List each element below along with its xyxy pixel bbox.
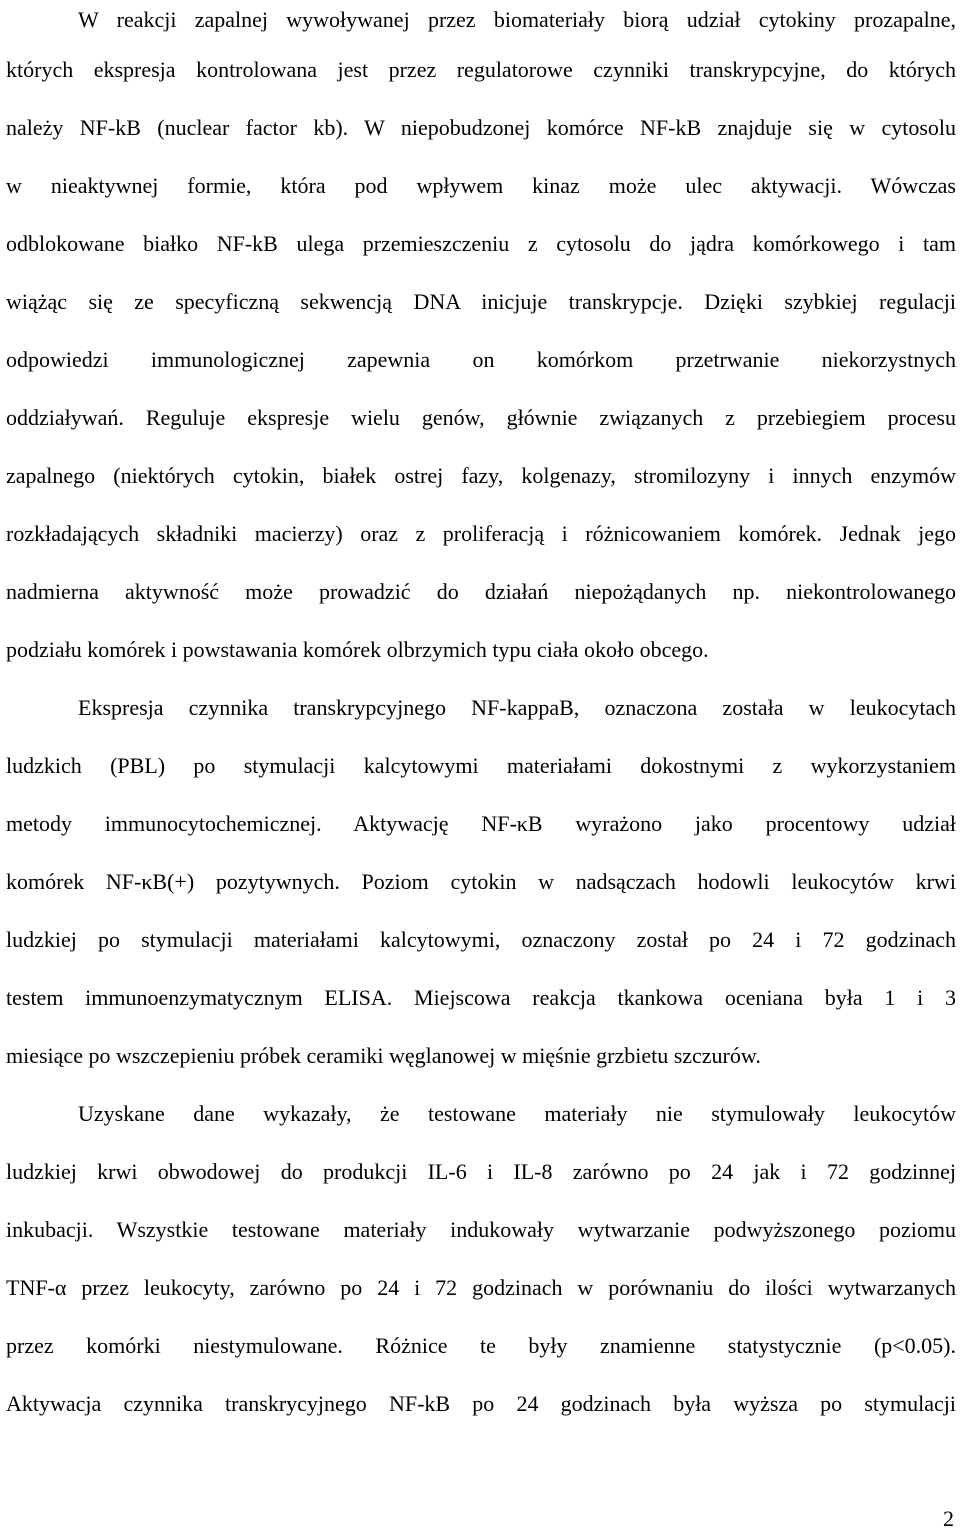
paragraph-3-line-5: przez komórki niestymulowane. Różnice te były znamienne statystycznie (p<0.05).	[6, 1333, 956, 1358]
paragraph-2-line-2: ludzkich (PBL) po stymulacji kalcytowymi materiałami dokostnymi z wykorzystaniem	[6, 753, 956, 778]
paragraph-3-line-6: Aktywacja czynnika transkrycyjnego NF-kB po 24 godzinach była wyższa po stymulacji	[6, 1391, 956, 1416]
paragraph-1-line-8: oddziaływań. Reguluje ekspresje wielu genów, głównie związanych z przebiegiem procesu	[6, 405, 956, 430]
paragraph-2-line-1: Ekspresja czynnika transkrypcyjnego NF-kappaB, oznaczona została w leukocytach	[78, 695, 956, 720]
paragraph-1-line-5: odblokowane białko NF-kB ulega przemieszczeniu z cytosolu do jądra komórkowego i tam	[6, 231, 956, 256]
paragraph-1-line-7: odpowiedzi immunologicznej zapewnia on komórkom przetrwanie niekorzystnych	[6, 347, 956, 372]
paragraph-3-line-1: Uzyskane dane wykazały, że testowane materiały nie stymulowały leukocytów	[78, 1101, 956, 1126]
paragraph-1-line-10: rozkładających składniki macierzy) oraz z proliferacją i różnicowaniem komórek. Jednak jego	[6, 521, 956, 546]
paragraph-2-line-6: testem immunoenzymatycznym ELISA. Miejscowa reakcja tkankowa oceniana była 1 i 3	[6, 985, 956, 1010]
paragraph-2-line-5: ludzkiej po stymulacji materiałami kalcytowymi, oznaczony został po 24 i 72 godzinach	[6, 927, 956, 952]
paragraph-2-line-3: metody immunocytochemicznej. Aktywację NF-κB wyrażono jako procentowy udział	[6, 811, 956, 836]
paragraph-3-line-2: ludzkiej krwi obwodowej do produkcji IL-6 i IL-8 zarówno po 24 jak i 72 godzinnej	[6, 1159, 956, 1184]
paragraph-1-line-3: należy NF-kB (nuclear factor kb). W niepobudzonej komórce NF-kB znajduje się w cytosolu	[6, 115, 956, 140]
paragraph-1-line-4: w nieaktywnej formie, która pod wpływem kinaz może ulec aktywacji. Wówczas	[6, 173, 956, 198]
paragraph-1-line-1: W reakcji zapalnej wywoływanej przez biomateriały biorą udział cytokiny prozapalne,	[78, 7, 956, 32]
paragraph-1-line-2: których ekspresja kontrolowana jest przez regulatorowe czynniki transkrypcyjne, do których	[6, 57, 956, 82]
paragraph-2-line-7: miesiące po wszczepieniu próbek ceramiki węglanowej w mięśnie grzbietu szczurów.	[6, 1043, 761, 1068]
paragraph-1-line-12: podziału komórek i powstawania komórek olbrzymich typu ciała około obcego.	[6, 637, 709, 662]
paragraph-2-line-4: komórek NF-κB(+) pozytywnych. Poziom cytokin w nadsączach hodowli leukocytów krwi	[6, 869, 956, 894]
paragraph-3-line-4: TNF-α przez leukocyty, zarówno po 24 i 72 godzinach w porównaniu do ilości wytwarzanych	[6, 1275, 956, 1300]
paragraph-1-line-9: zapalnego (niektórych cytokin, białek ostrej fazy, kolgenazy, stromilozyny i innych enzymów	[6, 463, 956, 488]
page-number: 2	[943, 1506, 954, 1531]
paragraph-1-line-11: nadmierna aktywność może prowadzić do działań niepożądanych np. niekontrolowanego	[6, 579, 956, 604]
paragraph-1-line-6: wiążąc się ze specyficzną sekwencją DNA inicjuje transkrypcje. Dzięki szybkiej regulacji	[6, 289, 956, 314]
paragraph-3-line-3: inkubacji. Wszystkie testowane materiały indukowały wytwarzanie podwyższonego poziomu	[6, 1217, 956, 1242]
